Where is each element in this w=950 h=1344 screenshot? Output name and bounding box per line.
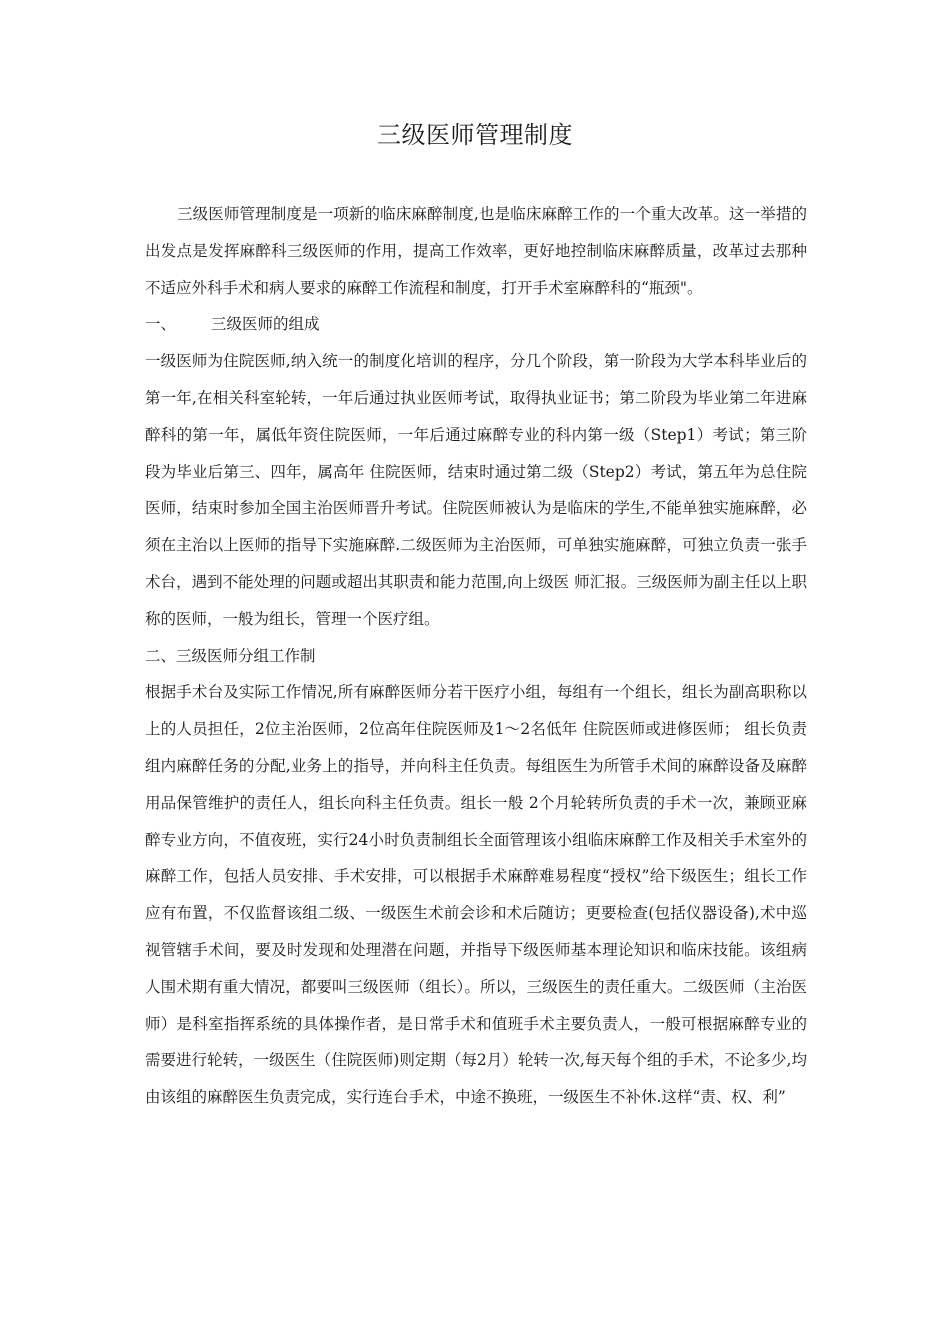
section-1-title: 三级医师的组成 (211, 315, 320, 334)
section-2-paragraph: 根据手术台及实际工作情况,所有麻醉医师分若干医疗小组，每组有一个组长，组长为副高职称以上的人员担任，2位主治医师，2位高年住院医师及1～2名低年 住院医师或进修医师； 组长负责组内麻醉任务的分配,业务上的指导，并向科主任负责。每组医生为所管手术间的麻醉设备及麻醉用品保管维护的责任人，组长向科主任负责。组长一般 2个月轮转所负责的手术一次，兼顾亚麻醉专业方向，不值夜班，实行24小时负责制组长全面管理该小组临床麻醉工作及相关手术室外的麻醉工作，包括人员安排、手术安排，可以根据手术麻醉难易程度“授权”给下级医生；组长工作应有布置，不仅监督该组二级、一级医生术前会诊和术后随访；更要检查(包括仪器设备),术中巡视管辖手术间，要及时发现和处理潜在问题，并指导下级医师基本理论知识和临床技能。该组病人围术期有重大情况，都要叫三级医师（组长）。所以，三级医生的责任重大。二级医师（主治医师）是科室指挥系统的具体操作者，是日常手术和值班手术主要负责人，一般可根据麻醉专业的需要进行轮转，一级医生（住院医师)则定期（每2月）轮转一次,每天每个组的手术，不论多少,均由该组的麻醉医生负责完成，实行连台手术，中途不换班，一级医生不补休.这样“责、权、利” (145, 683, 807, 1107)
section-2-heading: 二、三级医师分组工作制 (145, 646, 316, 665)
document-body (145, 196, 807, 1116)
section-1-number: 一、 (145, 315, 177, 334)
section-1-paragraph: 一级医师为住院医师,纳入统一的制度化培训的程序，分几个阶段，第一阶段为大学本科毕业后的第一年,在相关科室轮转，一年后通过执业医师考试，取得执业证书；第二阶段为毕业第二年进麻醉科的第一年，属低年资住院医师，一年后通过麻醉专业的科内第一级（Step1）考试；第三阶段为毕业后第三、四年，属高年 住院医师，结束时通过第二级（Step2）考试，第五年为总住院医师，结束时参加全国主治医师晋升考试。住院医师被认为是临床的学生,不能单独实施麻醉，必须在主治以上医师的指导下实施麻醉.二级医师为主治医师，可单独实施麻醉，可独立负责一张手术台，遇到不能处理的问题或超出其职责和能力范围,向上级医 师汇报。三级医师为副主任以上职称的医师，一般为组长，管理一个医疗组。 (145, 352, 807, 628)
section-1-heading (145, 306, 807, 343)
intro-paragraph: 三级医师管理制度是一项新的临床麻醉制度,也是临床麻醉工作的一个重大改革。这一举措的出发点是发挥麻醉科三级医师的作用，提高工作效率，更好地控制临床麻醉质量，改革过去那种不适应外科手术和病人要求的麻醉工作流程和制度，打开手术室麻醉科的“瓶颈"。 (145, 205, 807, 297)
document-title: 三级医师管理制度 (377, 121, 573, 149)
